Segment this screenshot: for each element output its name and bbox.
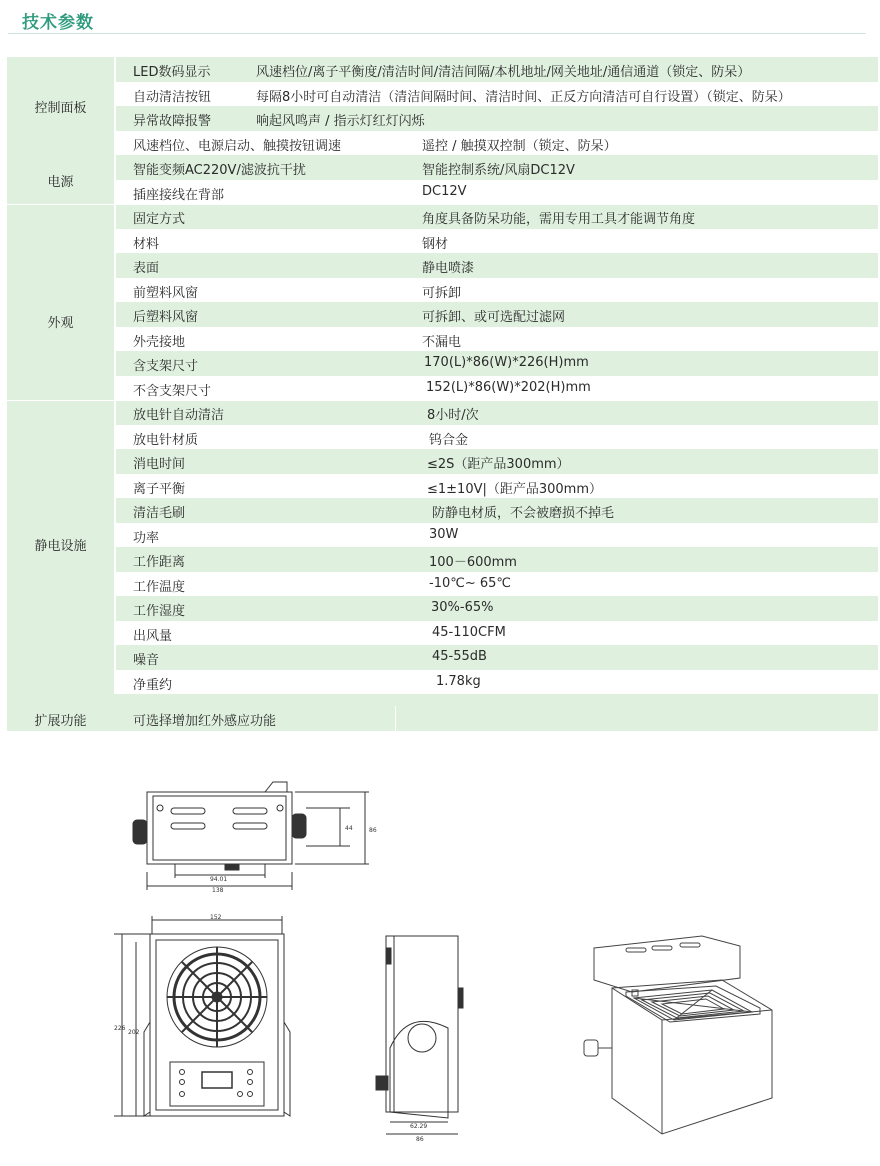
spec-label: LED数码显示 (133, 65, 211, 80)
dim-label: 226 (114, 1025, 126, 1032)
top-view-slot (171, 823, 205, 829)
panel-button (180, 1080, 185, 1085)
spec-value: 静电喷漆 (422, 261, 475, 276)
panel-button (180, 1070, 185, 1075)
spec-value: 170(L)*86(W)*226(H)mm (424, 355, 589, 370)
extension-row (7, 706, 878, 731)
group-cell-static-facility (7, 400, 114, 694)
dim-label: 86 (369, 827, 377, 834)
top-view-slot (171, 808, 205, 814)
spec-label: 自动清洁按钮 (133, 89, 212, 105)
spec-value: 钢材 (422, 236, 449, 252)
dim-label: 62.29 (410, 1123, 428, 1130)
spec-row (116, 106, 878, 131)
dim-label: 86 (416, 1136, 424, 1143)
spec-value: ≤2S（距产品300mm） (427, 457, 570, 472)
spec-row (116, 572, 878, 597)
spec-value: 每隔8小时可自动清洁（清洁间隔时间、清洁时间、正反方向清洁可自行设置）（锁定、防呆） (256, 89, 791, 105)
spec-row (116, 670, 878, 695)
spec-value: 智能控制系统/风扇DC12V (422, 163, 575, 178)
top-view-drawing (125, 778, 375, 893)
spec-label: 净重约 (133, 677, 173, 693)
panel-button (248, 1070, 253, 1075)
spec-label: 噪音 (133, 653, 160, 668)
spec-label: 后塑料风窗 (133, 310, 199, 325)
spec-label: 出风量 (133, 628, 173, 644)
extension-value: 可选择增加红外感应功能 (133, 714, 277, 729)
iso-slot (652, 946, 672, 950)
spec-label: 智能变频AC220V/滤波抗干扰 (133, 163, 306, 178)
spec-row (116, 327, 878, 352)
spec-row (116, 229, 878, 254)
spec-value: 响起风鸣声 / 指示灯红灯闪烁 (256, 114, 425, 129)
dim-label: 44 (345, 825, 353, 832)
group-cell-power (7, 155, 114, 204)
iso-knob (584, 1040, 598, 1056)
spec-row (116, 596, 878, 621)
spec-row (116, 278, 878, 303)
spec-value: 100－600mm (429, 555, 517, 570)
spec-label: 工作湿度 (133, 604, 186, 619)
led-display (202, 1072, 232, 1088)
group-divider (7, 204, 878, 205)
spec-value: 30%-65% (431, 600, 494, 615)
spec-value: 可拆卸、或可选配过滤网 (422, 310, 566, 325)
spec-row (116, 57, 878, 82)
spec-row (116, 449, 878, 474)
top-view-screw (157, 805, 163, 811)
spec-value: 45-110CFM (432, 624, 506, 640)
spec-label: 工作距离 (133, 555, 186, 570)
front-view-drawing (100, 912, 315, 1137)
dim-label: 94.01 (210, 876, 228, 883)
front-view-bracket (284, 1022, 290, 1116)
spec-label: 风速档位、电源启动、触摸按钮调速 (133, 138, 342, 154)
panel-button (248, 1080, 253, 1085)
spec-label: 异常故障报警 (133, 114, 212, 129)
group-label: 电源 (47, 175, 74, 190)
panel-button (248, 1092, 253, 1097)
dim-label: 152 (210, 914, 222, 921)
group-cell-appearance (7, 204, 114, 400)
spec-label: 工作温度 (133, 579, 186, 595)
top-view-screw (277, 805, 283, 811)
column-divider (114, 57, 115, 694)
spec-value: DC12V (422, 183, 467, 199)
iso-slot (680, 943, 700, 947)
spec-value: -10℃~ 65℃ (429, 575, 511, 591)
top-view-slot (233, 823, 267, 829)
spec-label: 消电时间 (133, 457, 186, 472)
spec-row (116, 645, 878, 670)
dim-label: 138 (212, 887, 224, 894)
side-view-bracket (390, 1021, 448, 1118)
spec-row (116, 180, 878, 205)
spec-label: 放电针自动清洁 (133, 408, 225, 423)
isometric-drawing (582, 928, 782, 1143)
top-view-body (147, 792, 292, 864)
spec-value: 30W (429, 526, 459, 542)
spec-row (116, 425, 878, 450)
group-divider (7, 400, 878, 401)
title-divider (8, 33, 866, 34)
spec-row (116, 400, 878, 425)
spec-value: 不漏电 (422, 334, 462, 350)
side-view-knob (408, 1024, 436, 1052)
spec-label: 材料 (133, 236, 160, 252)
spec-value: 角度具备防呆功能，需用专用工具才能调节角度 (422, 212, 696, 227)
spec-value: 152(L)*86(W)*202(H)mm (426, 379, 591, 395)
spec-row (116, 204, 878, 229)
section-title: 技术参数 (22, 13, 94, 33)
front-view-bracket (144, 1022, 150, 1116)
spec-row (116, 523, 878, 548)
spec-value: 8小时/次 (427, 408, 479, 423)
spec-label: 表面 (133, 261, 160, 276)
top-view-bracket (265, 782, 287, 792)
spec-row (116, 131, 878, 156)
spec-label: 含支架尺寸 (133, 359, 199, 374)
spec-value: 遥控 / 触摸双控制（锁定、防呆） (422, 138, 617, 154)
dim-label: 202 (128, 1029, 140, 1036)
top-view-knob (292, 814, 306, 838)
spec-row (116, 82, 878, 107)
side-view-drawing (368, 928, 478, 1143)
spec-row (116, 376, 878, 401)
group-label: 静电设施 (34, 539, 87, 554)
spec-value: 1.78kg (436, 673, 481, 689)
spec-value: 风速档位/离子平衡度/清洁时间/清洁间隔/本机地址/网关地址/通信通道（锁定、防呆） (256, 65, 751, 80)
spec-value: 防静电材质，不会被磨损不掉毛 (432, 506, 615, 521)
side-view-clip (386, 948, 391, 964)
spec-row (116, 474, 878, 499)
spec-label: 离子平衡 (133, 481, 186, 497)
group-cell-control-panel (7, 57, 114, 155)
panel-button (238, 1092, 243, 1097)
group-label: 外观 (47, 316, 74, 331)
side-view-clip (458, 988, 463, 1008)
extension-label: 扩展功能 (34, 714, 87, 729)
group-label: 控制面板 (34, 101, 87, 116)
spec-label: 放电针材质 (133, 432, 199, 448)
spec-label: 功率 (133, 530, 160, 546)
spec-row (116, 253, 878, 278)
spec-row (116, 621, 878, 646)
spec-value: 钨合金 (429, 432, 469, 448)
spec-row (116, 547, 878, 572)
spec-row (116, 351, 878, 376)
group-divider-band (7, 694, 878, 706)
side-view-connector (376, 1076, 388, 1090)
spec-row (116, 498, 878, 523)
spec-label: 清洁毛刷 (133, 506, 186, 521)
spec-row (116, 155, 878, 180)
panel-button (180, 1092, 185, 1097)
spec-label: 固定方式 (133, 212, 186, 227)
spec-label: 插座接线在背部 (133, 187, 225, 203)
top-view-connector (225, 864, 239, 870)
spec-value: ≤1±10V|（距产品300mm） (427, 481, 603, 497)
column-divider (395, 706, 396, 731)
spec-row (116, 302, 878, 327)
spec-label: 外壳接地 (133, 334, 186, 350)
iso-slot (626, 948, 646, 952)
spec-value: 可拆卸 (422, 285, 462, 301)
spec-label: 不含支架尺寸 (133, 383, 212, 399)
spec-value: 45-55dB (432, 649, 487, 664)
top-view-slot (233, 808, 267, 814)
top-view-knob (133, 820, 147, 844)
spec-label: 前塑料风窗 (133, 285, 199, 301)
